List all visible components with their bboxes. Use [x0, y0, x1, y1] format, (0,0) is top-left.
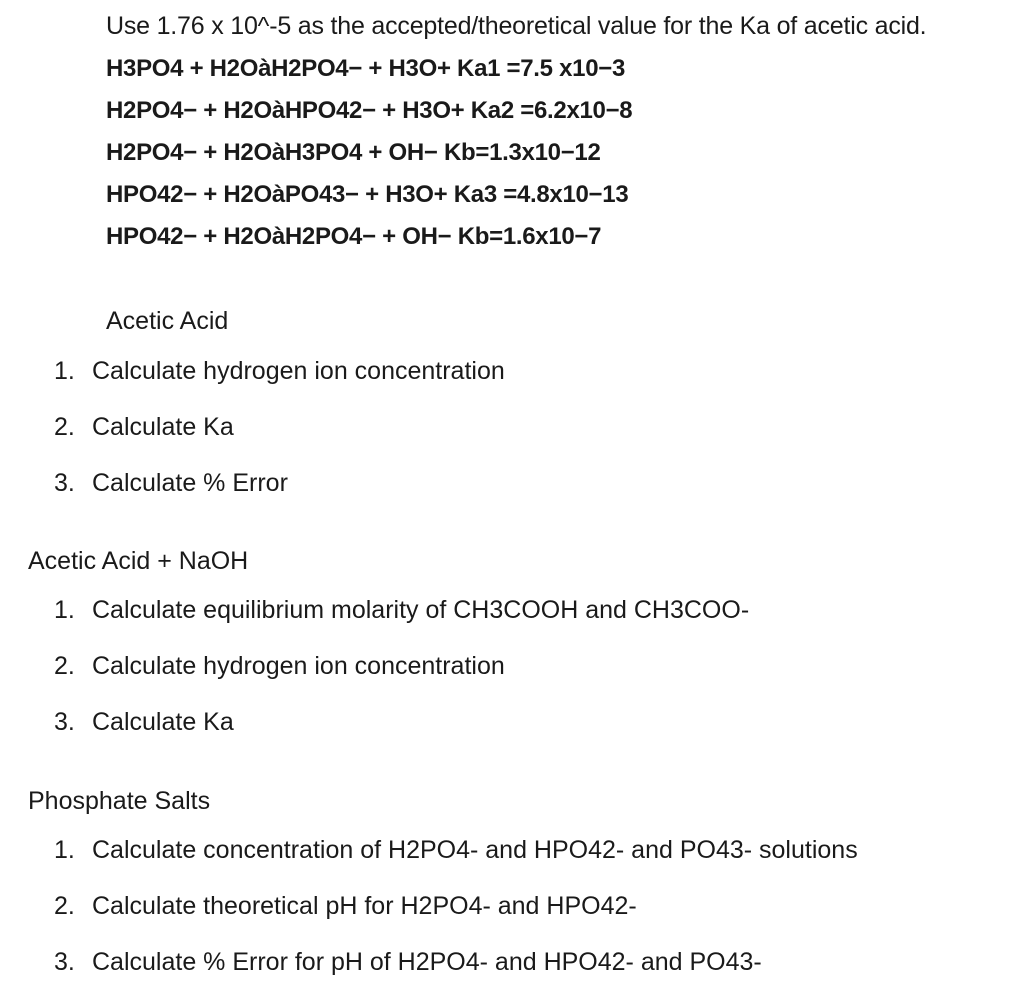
- list-item-text: Calculate Ka: [92, 413, 234, 441]
- list-item: [54, 833, 858, 867]
- list-item: [54, 354, 505, 388]
- list-item-text: Calculate concentration of H2PO4- and HPO42- and PO43- solutions: [92, 836, 858, 864]
- section-heading-acetic-acid: Acetic Acid: [106, 307, 229, 335]
- list-item: [54, 889, 637, 923]
- list-item: [54, 945, 762, 979]
- list-number: 1.: [54, 596, 75, 624]
- equation-3: H2PO4− + H2OàH3PO4 + OH− Kb=1.3x10−12: [106, 139, 601, 166]
- list-item-text: Calculate % Error for pH of H2PO4- and HPO42- and PO43-: [92, 948, 762, 976]
- list-item: [54, 593, 749, 627]
- section-heading-acetic-acid-naoh: Acetic Acid + NaOH: [28, 547, 249, 575]
- list-item-text: Calculate hydrogen ion concentration: [92, 357, 505, 385]
- list-item: [54, 705, 234, 739]
- list-number: 1.: [54, 836, 75, 864]
- equation-1: H3PO4 + H2OàH2PO4− + H3O+ Ka1 =7.5 x10−3: [106, 55, 626, 82]
- list-item-text: Calculate % Error: [92, 469, 288, 497]
- list-item: [54, 410, 234, 444]
- section-heading-phosphate-salts: Phosphate Salts: [28, 787, 211, 815]
- list-number: 2.: [54, 413, 75, 441]
- list-item: [54, 649, 505, 683]
- list-item-text: Calculate equilibrium molarity of CH3COOH and CH3COO-: [92, 596, 750, 624]
- list-item-text: Calculate theoretical pH for H2PO4- and HPO42-: [92, 892, 637, 920]
- intro-text: Use 1.76 x 10^-5 as the accepted/theoretical value for the Ka of acetic acid.: [106, 12, 927, 40]
- equation-5: HPO42− + H2OàH2PO4− + OH− Kb=1.6x10−7: [106, 223, 602, 250]
- list-number: 3.: [54, 708, 75, 736]
- list-item-text: Calculate Ka: [92, 708, 234, 736]
- list-number: 2.: [54, 652, 75, 680]
- list-number: 2.: [54, 892, 75, 920]
- list-number: 1.: [54, 357, 75, 385]
- list-number: 3.: [54, 469, 75, 497]
- equation-2: H2PO4− + H2OàHPO42− + H3O+ Ka2 =6.2x10−8: [106, 97, 633, 124]
- equation-4: HPO42− + H2OàPO43− + H3O+ Ka3 =4.8x10−13: [106, 181, 629, 208]
- list-item: [54, 466, 288, 500]
- list-number: 3.: [54, 948, 75, 976]
- list-item-text: Calculate hydrogen ion concentration: [92, 652, 505, 680]
